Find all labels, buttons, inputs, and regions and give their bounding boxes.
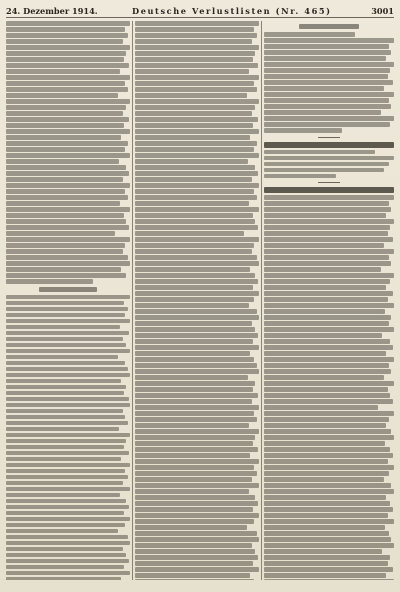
text-line bbox=[264, 471, 389, 476]
text-line bbox=[135, 183, 259, 188]
text-line bbox=[264, 309, 385, 314]
text-line bbox=[264, 62, 394, 67]
text-line bbox=[6, 243, 125, 248]
text-line bbox=[135, 513, 259, 518]
text-line bbox=[264, 375, 384, 380]
text-line bbox=[264, 351, 386, 356]
text-line bbox=[135, 579, 254, 580]
text-line bbox=[6, 361, 125, 366]
text-line bbox=[135, 351, 250, 356]
text-line bbox=[135, 483, 259, 488]
text-line bbox=[135, 549, 255, 554]
text-line bbox=[135, 393, 258, 398]
text-line bbox=[6, 439, 126, 444]
text-line bbox=[6, 331, 129, 336]
text-line bbox=[135, 21, 259, 26]
text-line bbox=[135, 273, 255, 278]
text-line bbox=[6, 21, 130, 26]
text-line bbox=[135, 111, 252, 116]
text-line bbox=[264, 459, 388, 464]
text-line bbox=[135, 57, 253, 62]
text-line bbox=[264, 219, 394, 224]
text-line bbox=[264, 231, 388, 236]
text-line bbox=[135, 411, 254, 416]
text-line bbox=[6, 325, 120, 330]
text-line bbox=[135, 153, 259, 158]
text-line bbox=[6, 75, 130, 80]
text-line bbox=[6, 487, 130, 492]
text-line bbox=[135, 417, 257, 422]
text-line bbox=[135, 381, 255, 386]
column-divider bbox=[132, 21, 133, 580]
text-line bbox=[264, 411, 394, 416]
text-line bbox=[135, 315, 259, 320]
text-line bbox=[6, 171, 129, 176]
text-line bbox=[264, 567, 393, 572]
text-line bbox=[6, 27, 125, 32]
text-line bbox=[6, 535, 128, 540]
text-line bbox=[135, 123, 253, 128]
text-line bbox=[6, 141, 128, 146]
text-line bbox=[135, 105, 255, 110]
text-line bbox=[135, 225, 258, 230]
text-line bbox=[135, 531, 257, 536]
text-line bbox=[6, 261, 130, 266]
text-line bbox=[6, 409, 123, 414]
text-line bbox=[135, 363, 257, 368]
text-line bbox=[6, 213, 124, 218]
text-line bbox=[135, 201, 249, 206]
text-line bbox=[264, 393, 390, 398]
text-line bbox=[264, 122, 390, 127]
text-line bbox=[264, 56, 386, 61]
text-line bbox=[264, 201, 389, 206]
text-line bbox=[135, 321, 252, 326]
text-line bbox=[6, 313, 125, 318]
text-line bbox=[264, 543, 394, 548]
section-heading bbox=[299, 24, 359, 29]
text-line bbox=[264, 423, 386, 428]
text-line bbox=[264, 116, 394, 121]
text-line bbox=[135, 147, 254, 152]
text-line bbox=[6, 307, 128, 312]
text-line bbox=[135, 489, 249, 494]
text-line bbox=[6, 147, 125, 152]
text-line bbox=[135, 159, 248, 164]
divider bbox=[318, 182, 340, 183]
text-line bbox=[6, 547, 123, 552]
text-line bbox=[6, 195, 128, 200]
text-line bbox=[135, 63, 258, 68]
text-line bbox=[6, 225, 129, 230]
text-line bbox=[264, 86, 384, 91]
text-line bbox=[264, 168, 384, 173]
text-line bbox=[6, 267, 121, 272]
text-line bbox=[6, 367, 128, 372]
text-line bbox=[264, 74, 388, 79]
text-line bbox=[135, 495, 255, 500]
text-line bbox=[135, 555, 258, 560]
text-line bbox=[135, 93, 247, 98]
text-line bbox=[6, 51, 126, 56]
text-line bbox=[135, 27, 254, 32]
text-line bbox=[6, 397, 129, 402]
section-heading bbox=[39, 287, 96, 292]
text-line bbox=[135, 345, 259, 350]
text-line bbox=[264, 525, 385, 530]
text-line bbox=[6, 159, 119, 164]
text-line bbox=[264, 417, 389, 422]
text-line bbox=[6, 207, 130, 212]
text-line bbox=[6, 403, 130, 408]
text-line bbox=[264, 429, 391, 434]
text-line bbox=[6, 433, 130, 438]
text-line bbox=[135, 327, 255, 332]
text-line bbox=[264, 519, 394, 524]
text-line bbox=[264, 513, 388, 518]
text-line bbox=[6, 111, 123, 116]
text-line bbox=[135, 309, 257, 314]
text-line bbox=[6, 69, 120, 74]
text-line bbox=[264, 399, 393, 404]
text-line bbox=[264, 435, 394, 440]
text-line bbox=[135, 405, 259, 410]
text-line bbox=[6, 559, 129, 564]
page-number: 3001 bbox=[371, 6, 394, 16]
text-line bbox=[264, 267, 381, 272]
text-line bbox=[6, 517, 130, 522]
text-line bbox=[264, 573, 386, 578]
text-line bbox=[6, 493, 120, 498]
text-line bbox=[264, 477, 384, 482]
text-line bbox=[6, 123, 124, 128]
text-line bbox=[135, 207, 259, 212]
text-line bbox=[135, 477, 252, 482]
text-line bbox=[6, 237, 130, 242]
text-line bbox=[6, 219, 126, 224]
text-line bbox=[135, 435, 255, 440]
text-line bbox=[264, 128, 342, 133]
text-line bbox=[135, 213, 253, 218]
text-line bbox=[6, 165, 126, 170]
text-line bbox=[135, 333, 258, 338]
text-line bbox=[6, 451, 129, 456]
text-line bbox=[6, 541, 130, 546]
text-line bbox=[264, 104, 391, 109]
text-line bbox=[135, 291, 259, 296]
text-line bbox=[264, 92, 394, 97]
text-column-left bbox=[6, 21, 130, 580]
text-line bbox=[135, 75, 259, 80]
text-line bbox=[135, 447, 258, 452]
text-line bbox=[6, 255, 128, 260]
text-line bbox=[264, 213, 386, 218]
text-line bbox=[135, 165, 255, 170]
text-line bbox=[6, 81, 125, 86]
text-line bbox=[264, 195, 394, 200]
text-line bbox=[264, 327, 394, 332]
text-line bbox=[6, 391, 124, 396]
text-line bbox=[135, 237, 259, 242]
text-line bbox=[6, 457, 121, 462]
text-line bbox=[135, 303, 249, 308]
text-line bbox=[135, 39, 252, 44]
text-line bbox=[6, 117, 129, 122]
text-line bbox=[135, 339, 253, 344]
text-line bbox=[6, 343, 126, 348]
text-line bbox=[135, 279, 258, 284]
text-line bbox=[264, 333, 382, 338]
text-line bbox=[6, 301, 124, 306]
text-line bbox=[135, 69, 249, 74]
text-line bbox=[135, 465, 254, 470]
text-line bbox=[264, 537, 391, 542]
text-line bbox=[6, 469, 125, 474]
text-line bbox=[6, 505, 129, 510]
text-line bbox=[264, 501, 390, 506]
text-line bbox=[135, 453, 250, 458]
text-line bbox=[135, 135, 250, 140]
text-line bbox=[135, 171, 258, 176]
text-line bbox=[6, 523, 125, 528]
text-line bbox=[135, 387, 253, 392]
text-line bbox=[264, 32, 355, 37]
text-line bbox=[6, 499, 126, 504]
text-line bbox=[264, 507, 393, 512]
text-line bbox=[6, 189, 125, 194]
text-line bbox=[135, 177, 252, 182]
text-line bbox=[6, 129, 130, 134]
text-line bbox=[135, 243, 254, 248]
text-line bbox=[135, 501, 258, 506]
text-line bbox=[264, 261, 391, 266]
text-line bbox=[264, 44, 389, 49]
text-column-right bbox=[264, 21, 394, 580]
text-line bbox=[135, 519, 254, 524]
text-line bbox=[6, 135, 121, 140]
text-line bbox=[264, 156, 394, 161]
text-line bbox=[6, 511, 124, 516]
text-line bbox=[6, 33, 128, 38]
text-line bbox=[264, 483, 391, 488]
text-line bbox=[264, 555, 390, 560]
text-line bbox=[264, 447, 390, 452]
text-line bbox=[6, 63, 129, 68]
text-line bbox=[6, 373, 130, 378]
text-line bbox=[135, 423, 249, 428]
text-line bbox=[135, 129, 259, 134]
divider bbox=[318, 137, 340, 138]
text-line bbox=[264, 273, 394, 278]
text-line bbox=[135, 81, 254, 86]
text-line bbox=[135, 141, 257, 146]
text-line bbox=[6, 427, 119, 432]
text-line bbox=[6, 39, 123, 44]
text-line bbox=[264, 453, 393, 458]
text-line bbox=[6, 475, 128, 480]
text-line bbox=[264, 357, 394, 362]
text-line bbox=[6, 481, 123, 486]
text-line bbox=[135, 45, 259, 50]
text-line bbox=[264, 207, 391, 212]
text-line bbox=[6, 105, 126, 110]
text-line bbox=[264, 387, 388, 392]
text-line bbox=[264, 441, 385, 446]
text-line bbox=[6, 45, 130, 50]
text-line bbox=[135, 441, 253, 446]
text-line bbox=[135, 357, 254, 362]
text-line bbox=[264, 50, 391, 55]
text-line bbox=[6, 337, 123, 342]
text-line bbox=[135, 459, 259, 464]
text-line bbox=[135, 573, 250, 578]
text-line bbox=[6, 99, 130, 104]
text-line bbox=[6, 445, 124, 450]
section-heading bbox=[264, 187, 394, 193]
text-line bbox=[6, 463, 130, 468]
text-line bbox=[264, 249, 394, 254]
text-line bbox=[135, 399, 252, 404]
text-line bbox=[6, 153, 130, 158]
text-line bbox=[264, 285, 386, 290]
text-line bbox=[6, 529, 118, 534]
text-line bbox=[264, 225, 390, 230]
text-line bbox=[264, 297, 388, 302]
text-line bbox=[135, 99, 259, 104]
text-line bbox=[264, 579, 394, 580]
text-line bbox=[135, 87, 257, 92]
issue-date: 24. Dezember 1914. bbox=[6, 6, 98, 16]
text-line bbox=[135, 297, 254, 302]
text-line bbox=[6, 571, 130, 576]
text-line bbox=[6, 249, 123, 254]
text-line bbox=[135, 33, 257, 38]
text-line bbox=[135, 525, 247, 530]
text-line bbox=[264, 549, 382, 554]
text-line bbox=[264, 279, 390, 284]
text-line bbox=[135, 507, 253, 512]
text-line bbox=[135, 429, 259, 434]
text-line bbox=[135, 117, 258, 122]
text-line bbox=[264, 405, 378, 410]
text-line bbox=[6, 279, 93, 284]
text-line bbox=[264, 489, 394, 494]
text-line bbox=[6, 295, 130, 300]
text-line bbox=[135, 543, 252, 548]
text-line bbox=[135, 219, 255, 224]
text-line bbox=[264, 363, 389, 368]
text-line bbox=[135, 471, 257, 476]
text-line bbox=[264, 465, 394, 470]
text-line bbox=[264, 150, 375, 155]
text-line bbox=[135, 561, 253, 566]
text-line bbox=[264, 98, 389, 103]
text-line bbox=[135, 249, 252, 254]
text-line bbox=[264, 315, 391, 320]
text-line bbox=[135, 51, 255, 56]
text-line bbox=[135, 255, 257, 260]
text-line bbox=[6, 565, 124, 570]
text-line bbox=[6, 553, 126, 558]
text-line bbox=[264, 291, 393, 296]
text-line bbox=[135, 195, 257, 200]
header-rule bbox=[6, 17, 394, 18]
publication-title: Deutsche Verlustlisten (Nr. 465) bbox=[132, 6, 332, 16]
text-line bbox=[264, 162, 389, 167]
text-line bbox=[264, 68, 390, 73]
text-line bbox=[6, 87, 128, 92]
text-line bbox=[135, 375, 248, 380]
text-line bbox=[135, 567, 259, 572]
text-column-middle bbox=[135, 21, 259, 580]
text-line bbox=[135, 285, 253, 290]
text-line bbox=[264, 255, 389, 260]
column-divider bbox=[261, 21, 262, 580]
text-line bbox=[264, 531, 389, 536]
text-line bbox=[6, 577, 121, 581]
text-line bbox=[264, 303, 394, 308]
text-line bbox=[6, 231, 115, 236]
text-line bbox=[264, 495, 386, 500]
text-line bbox=[264, 345, 393, 350]
text-line bbox=[6, 183, 130, 188]
text-line bbox=[264, 174, 336, 179]
section-heading bbox=[264, 142, 394, 148]
text-line bbox=[264, 369, 391, 374]
text-line bbox=[135, 537, 259, 542]
text-line bbox=[264, 321, 389, 326]
text-line bbox=[6, 273, 126, 278]
text-line bbox=[135, 189, 254, 194]
text-line bbox=[6, 57, 124, 62]
text-line bbox=[6, 177, 123, 182]
text-line bbox=[135, 267, 250, 272]
text-line bbox=[6, 201, 120, 206]
text-line bbox=[135, 231, 244, 236]
text-line bbox=[264, 38, 394, 43]
text-line bbox=[6, 319, 130, 324]
text-line bbox=[6, 355, 118, 360]
text-line bbox=[264, 381, 394, 386]
text-line bbox=[264, 80, 393, 85]
text-line bbox=[135, 369, 259, 374]
text-line bbox=[264, 243, 384, 248]
text-line bbox=[264, 561, 388, 566]
text-line bbox=[6, 93, 118, 98]
text-line bbox=[264, 339, 390, 344]
text-line bbox=[264, 237, 393, 242]
text-line bbox=[264, 110, 381, 115]
text-line bbox=[6, 379, 121, 384]
text-line bbox=[135, 261, 259, 266]
text-line bbox=[6, 421, 128, 426]
text-line bbox=[6, 415, 125, 420]
text-line bbox=[6, 385, 126, 390]
text-line bbox=[6, 349, 130, 354]
